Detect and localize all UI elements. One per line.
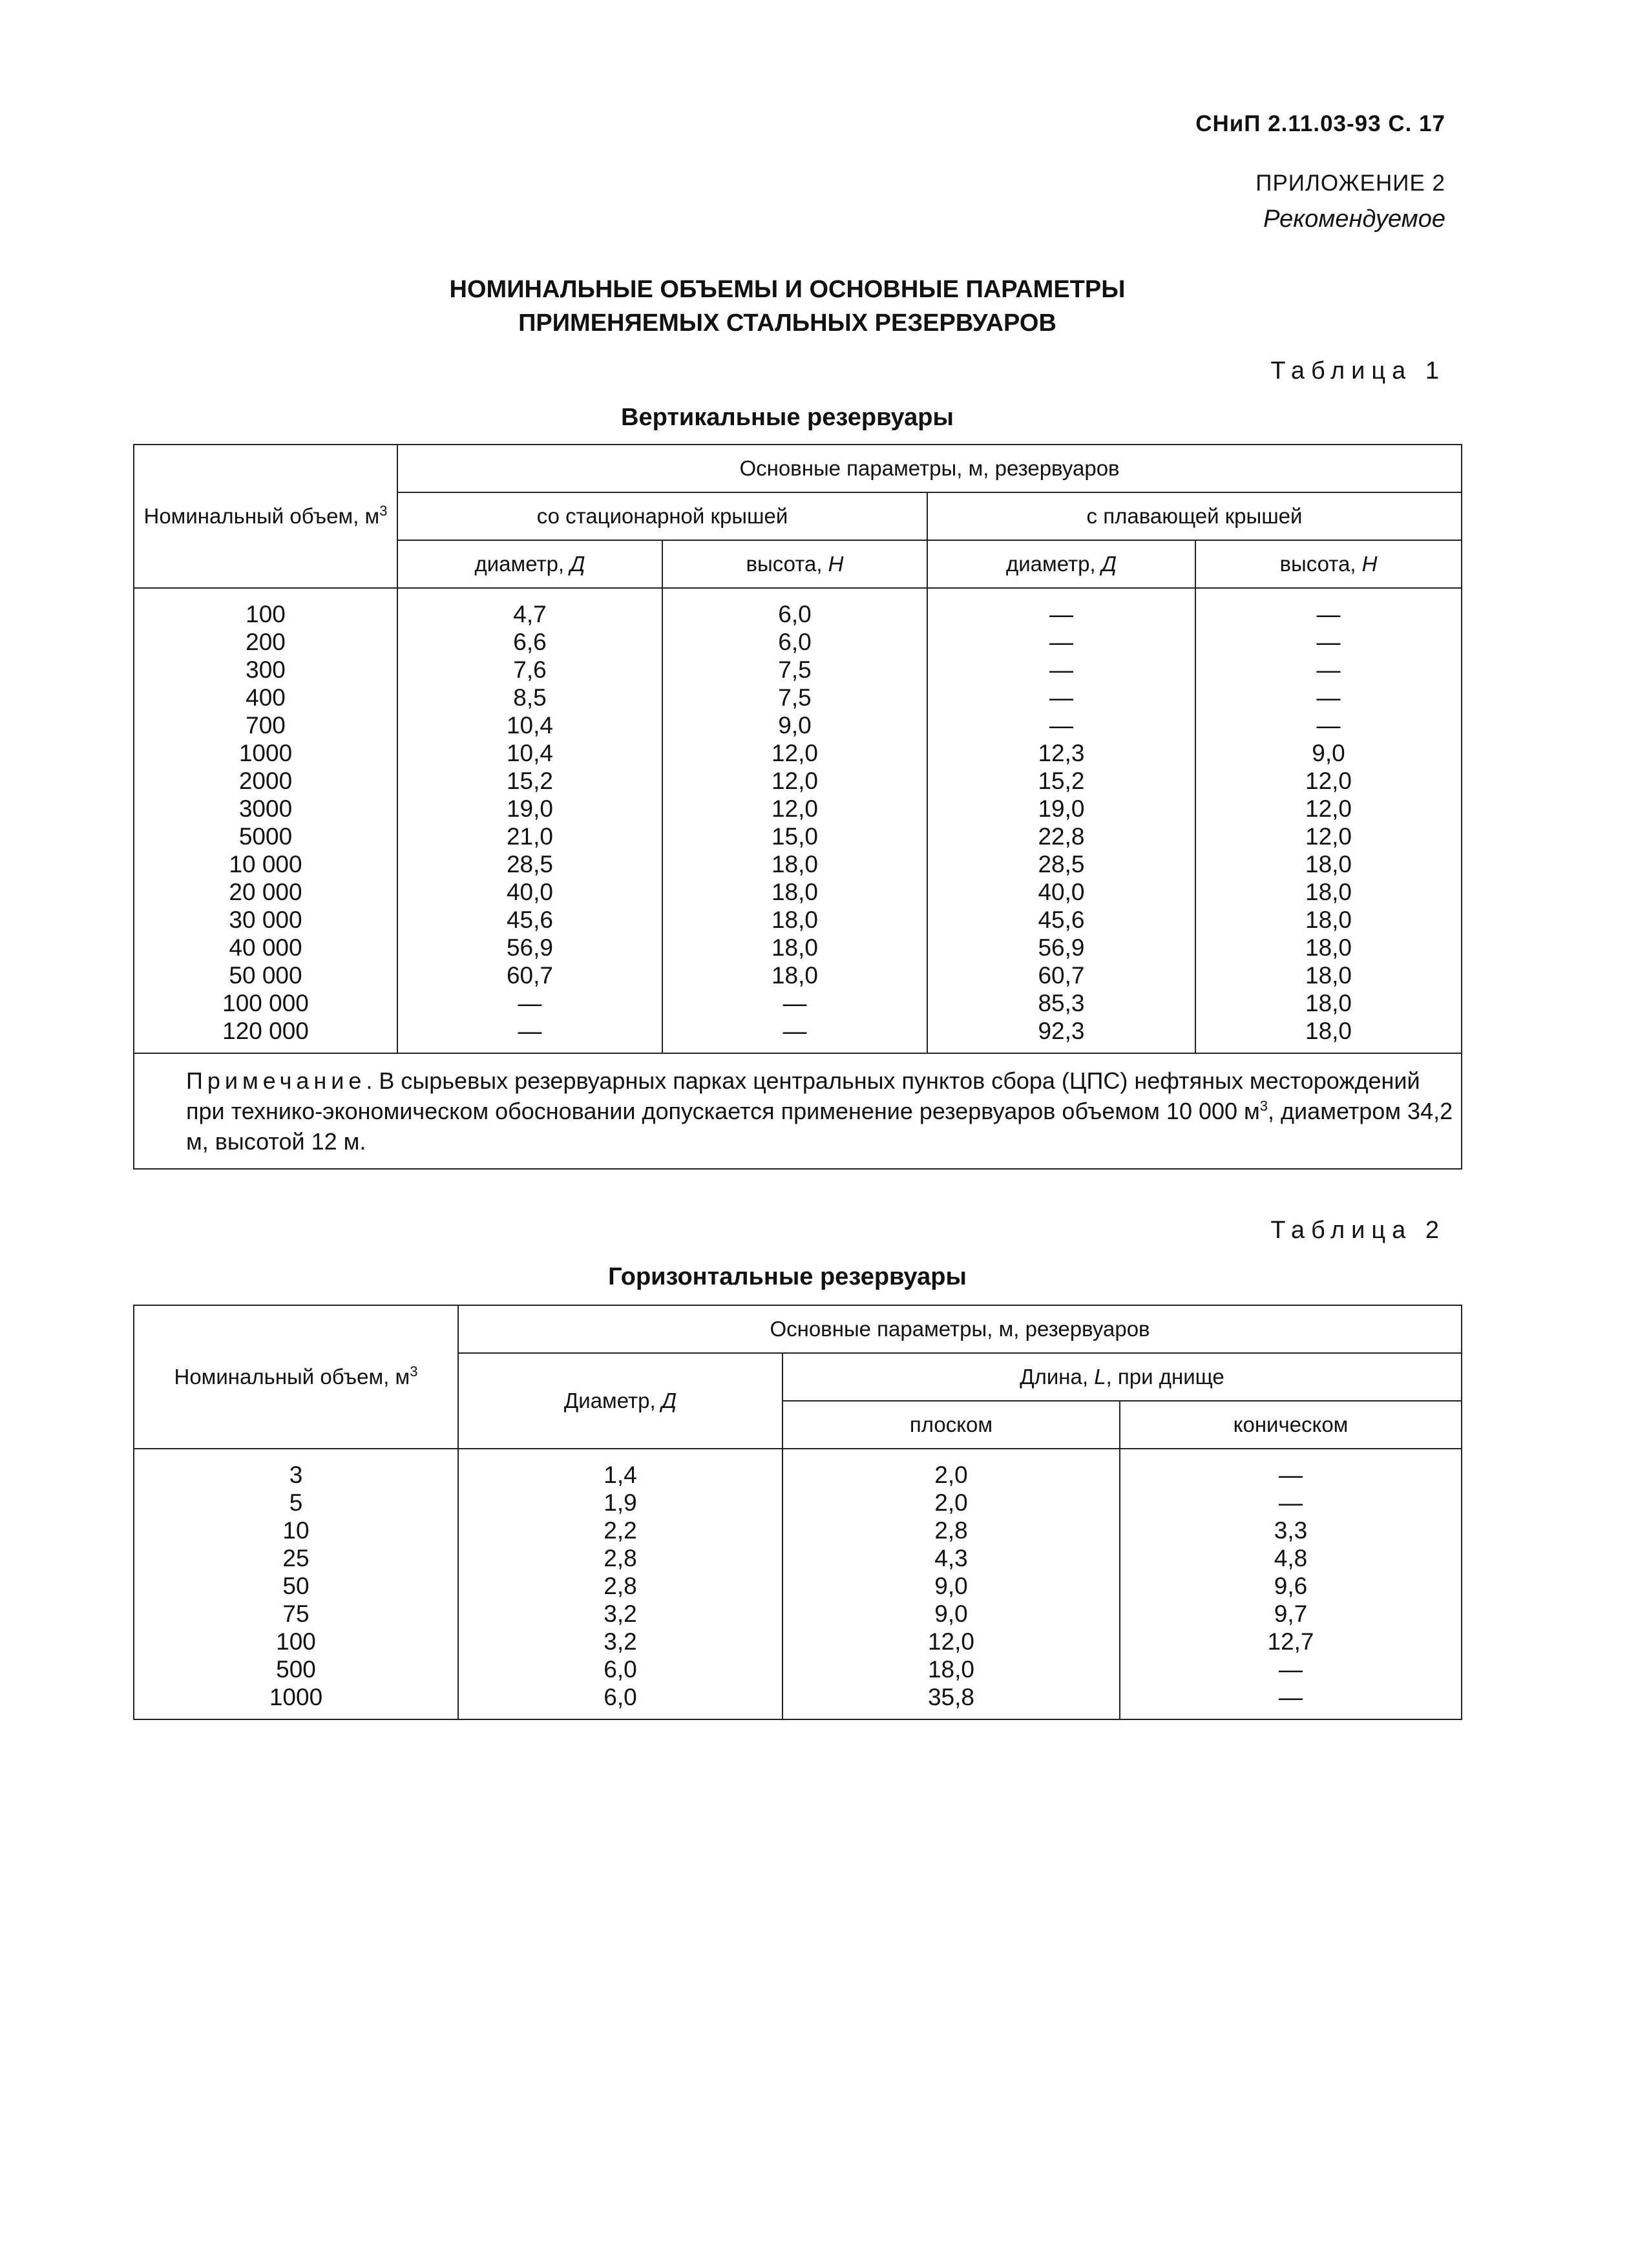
header-params-2: Основные параметры, м, резервуаров	[458, 1305, 1462, 1353]
table-cell: —	[927, 684, 1195, 711]
table-row	[134, 684, 1462, 711]
table-cell: —	[1120, 1449, 1462, 1489]
table-cell: 19,0	[397, 795, 662, 823]
table-cell: —	[927, 656, 1195, 684]
table-row	[134, 989, 1462, 1017]
table-cell: —	[662, 989, 927, 1017]
table-cell: 7,5	[662, 684, 927, 711]
recommended-label: Рекомендуемое	[1263, 205, 1445, 233]
table-cell: 5	[134, 1489, 458, 1517]
table-cell: 4,8	[1120, 1544, 1462, 1572]
table-cell: 18,0	[1195, 1017, 1462, 1053]
table-cell: 18,0	[1195, 878, 1462, 906]
table-cell: 10	[134, 1517, 458, 1544]
table-cell: 35,8	[782, 1683, 1120, 1719]
header-conical-bottom: коническом	[1120, 1401, 1462, 1449]
table-row	[134, 961, 1462, 989]
table-cell: 8,5	[397, 684, 662, 711]
table-row	[134, 1600, 1462, 1628]
table-cell: 9,0	[1195, 739, 1462, 767]
table-cell: 20 000	[134, 878, 397, 906]
table-cell: 9,0	[782, 1600, 1120, 1628]
table-cell: 18,0	[1195, 850, 1462, 878]
table-cell: 15,0	[662, 823, 927, 850]
table-cell: 92,3	[927, 1017, 1195, 1053]
table-cell: 700	[134, 711, 397, 739]
table-cell: —	[1120, 1655, 1462, 1683]
page-title-line-1: НОМИНАЛЬНЫЕ ОБЪЕМЫ И ОСНОВНЫЕ ПАРАМЕТРЫ	[449, 276, 1126, 303]
table-cell: 9,0	[662, 711, 927, 739]
table-row	[134, 1655, 1462, 1683]
header-params: Основные параметры, м, резервуаров	[397, 445, 1462, 492]
table-cell: 9,7	[1120, 1600, 1462, 1628]
table-row	[134, 1544, 1462, 1572]
table-cell: 18,0	[662, 961, 927, 989]
table-cell: 6,0	[458, 1655, 782, 1683]
appendix-label: ПРИЛОЖЕНИЕ 2	[1255, 171, 1445, 196]
table-cell: 4,3	[782, 1544, 1120, 1572]
table-row	[134, 711, 1462, 739]
page-title	[0, 273, 1575, 340]
table-cell: 75	[134, 1600, 458, 1628]
table-cell: 12,0	[1195, 767, 1462, 795]
table-cell: 3,3	[1120, 1517, 1462, 1544]
table-cell: 3	[134, 1449, 458, 1489]
table-cell: 7,5	[662, 656, 927, 684]
table-cell: 45,6	[927, 906, 1195, 934]
table-cell: 300	[134, 656, 397, 684]
table-cell: 12,0	[662, 739, 927, 767]
table-cell: —	[397, 989, 662, 1017]
table-cell: 9,0	[782, 1572, 1120, 1600]
table-cell: 12,0	[782, 1628, 1120, 1655]
table-cell: 6,0	[662, 588, 927, 628]
table-cell: 500	[134, 1655, 458, 1683]
table-cell: 200	[134, 628, 397, 656]
table-row	[134, 767, 1462, 795]
table-row	[134, 878, 1462, 906]
table-1-note: Примечание. В сырьевых резервуарных парках центральных пунктов сбора (ЦПС) нефтяных месторождений при технико-экономическом обосновании допускается применение резервуаров объемом 10 000 $м^3$, диаметром 34,2 м, высотой 12 м.	[134, 1053, 1462, 1169]
table-cell: —	[1195, 684, 1462, 711]
table-cell: 5000	[134, 823, 397, 850]
table-cell: 100 000	[134, 989, 397, 1017]
table-cell: 40,0	[397, 878, 662, 906]
table-cell: 56,9	[927, 934, 1195, 961]
table-2-title: Горизонтальные резервуары	[608, 1263, 967, 1290]
table-cell: 28,5	[397, 850, 662, 878]
header-diameter-2: Диаметр, Д	[458, 1353, 782, 1449]
table-cell: 6,6	[397, 628, 662, 656]
table-cell: 15,2	[927, 767, 1195, 795]
table-cell: 21,0	[397, 823, 662, 850]
table-cell: 45,6	[397, 906, 662, 934]
table-row	[134, 795, 1462, 823]
header-floating-diameter: диаметр, Д	[927, 540, 1195, 588]
table-row	[134, 850, 1462, 878]
table-row	[134, 906, 1462, 934]
table-cell: 12,0	[662, 795, 927, 823]
table-cell: —	[662, 1017, 927, 1053]
table-cell: 18,0	[662, 878, 927, 906]
table-cell: 1000	[134, 1683, 458, 1719]
table-cell: —	[397, 1017, 662, 1053]
table-cell: 19,0	[927, 795, 1195, 823]
table-cell: —	[927, 711, 1195, 739]
table-1-title: Вертикальные резервуары	[621, 404, 954, 431]
table-cell: 400	[134, 684, 397, 711]
table-cell: 22,8	[927, 823, 1195, 850]
horizontal-tanks-table	[133, 1305, 1462, 1720]
table-row	[134, 934, 1462, 961]
table-cell: 50 000	[134, 961, 397, 989]
table-cell: 30 000	[134, 906, 397, 934]
table-row	[134, 628, 1462, 656]
table-cell: 25	[134, 1544, 458, 1572]
table-cell: 12,3	[927, 739, 1195, 767]
table-cell: 2,8	[458, 1544, 782, 1572]
table-cell: 3000	[134, 795, 397, 823]
table-row	[134, 1572, 1462, 1600]
table-cell: 56,9	[397, 934, 662, 961]
table-cell: 3,2	[458, 1628, 782, 1655]
table-row	[134, 1628, 1462, 1655]
table-cell: 12,0	[1195, 823, 1462, 850]
table-cell: 18,0	[782, 1655, 1120, 1683]
table-row	[134, 739, 1462, 767]
table-cell: —	[1120, 1683, 1462, 1719]
vertical-tanks-body	[134, 588, 1462, 1053]
table-cell: 18,0	[1195, 989, 1462, 1017]
table-cell: 12,0	[662, 767, 927, 795]
table-row	[134, 656, 1462, 684]
table-cell: 40 000	[134, 934, 397, 961]
table-cell: 18,0	[662, 850, 927, 878]
table-cell: 6,0	[662, 628, 927, 656]
table-cell: 2,8	[782, 1517, 1120, 1544]
table-cell: 2,2	[458, 1517, 782, 1544]
header-fixed-height: высота, Н	[662, 540, 927, 588]
table-cell: 4,7	[397, 588, 662, 628]
table-cell: 18,0	[1195, 906, 1462, 934]
table-cell: —	[1195, 628, 1462, 656]
table-row	[134, 1683, 1462, 1719]
table-cell: 50	[134, 1572, 458, 1600]
table-cell: 12,7	[1120, 1628, 1462, 1655]
table-cell: 120 000	[134, 1017, 397, 1053]
vertical-tanks-table	[133, 444, 1462, 1170]
table-cell: —	[927, 628, 1195, 656]
table-cell: 60,7	[397, 961, 662, 989]
table-cell: 2,8	[458, 1572, 782, 1600]
table-cell: 10,4	[397, 739, 662, 767]
table-cell: 1000	[134, 739, 397, 767]
table-row	[134, 823, 1462, 850]
table-cell: 28,5	[927, 850, 1195, 878]
table-cell: 6,0	[458, 1683, 782, 1719]
table-1-label: Таблица 1	[1270, 357, 1445, 384]
table-cell: 100	[134, 588, 397, 628]
table-cell: 10,4	[397, 711, 662, 739]
table-cell: 60,7	[927, 961, 1195, 989]
table-cell: 18,0	[1195, 961, 1462, 989]
table-cell: 1,4	[458, 1449, 782, 1489]
table-cell: 18,0	[662, 906, 927, 934]
header-fixed-roof: со стационарной крышей	[397, 492, 927, 540]
header-floating-height: высота, Н	[1195, 540, 1462, 588]
header-fixed-diameter: диаметр, Д	[397, 540, 662, 588]
table-cell: 2000	[134, 767, 397, 795]
table-cell: 2,0	[782, 1489, 1120, 1517]
table-cell: 85,3	[927, 989, 1195, 1017]
table-cell: 15,2	[397, 767, 662, 795]
header-floating-roof: с плавающей крышей	[927, 492, 1462, 540]
table-row	[134, 1489, 1462, 1517]
page-title-line-2: ПРИМЕНЯЕМЫХ СТАЛЬНЫХ РЕЗЕРВУАРОВ	[518, 310, 1056, 337]
header-flat-bottom: плоском	[782, 1401, 1120, 1449]
table-cell: 10 000	[134, 850, 397, 878]
header-volume-2: Номинальный объем, $м^3$	[134, 1305, 458, 1449]
table-cell: 12,0	[1195, 795, 1462, 823]
table-cell: 7,6	[397, 656, 662, 684]
table-cell: 1,9	[458, 1489, 782, 1517]
table-row	[134, 1449, 1462, 1489]
document-code: СНиП 2.11.03-93 С. 17	[1195, 111, 1445, 136]
header-volume: Номинальный объем, $м^3$	[134, 445, 397, 588]
table-2-label: Таблица 2	[1270, 1217, 1445, 1244]
table-cell: 18,0	[1195, 934, 1462, 961]
header-length-2: Длина, L, при днище	[782, 1353, 1462, 1401]
table-cell: —	[1195, 588, 1462, 628]
horizontal-tanks-body	[134, 1449, 1462, 1719]
table-cell: 2,0	[782, 1449, 1120, 1489]
table-row	[134, 1017, 1462, 1053]
table-cell: 9,6	[1120, 1572, 1462, 1600]
table-cell: 40,0	[927, 878, 1195, 906]
table-cell: —	[927, 588, 1195, 628]
table-cell: —	[1195, 711, 1462, 739]
table-row	[134, 1517, 1462, 1544]
table-cell: —	[1195, 656, 1462, 684]
table-row	[134, 588, 1462, 628]
table-cell: 3,2	[458, 1600, 782, 1628]
table-cell: 100	[134, 1628, 458, 1655]
table-cell: 18,0	[662, 934, 927, 961]
table-cell: —	[1120, 1489, 1462, 1517]
